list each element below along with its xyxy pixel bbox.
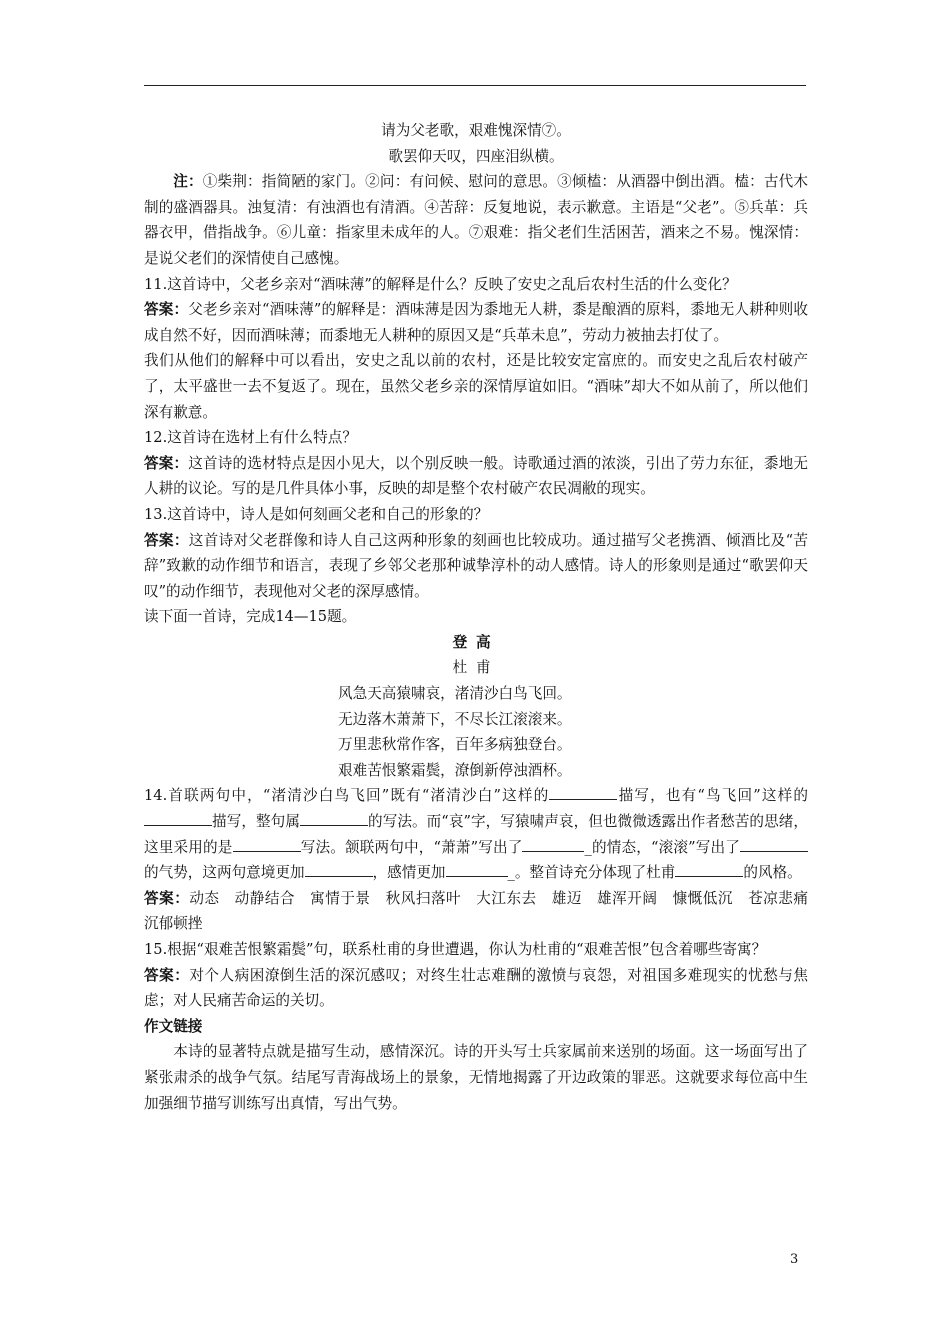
poem1-line1: 请为父老歌，艰难愧深情⑦。 <box>381 122 571 139</box>
reading-instruction: 读下面一首诗，完成14—15题。 <box>144 608 357 626</box>
q14-text: 写法。颔联两句中，“萧萧”写出了 <box>300 838 523 856</box>
fill-blank[interactable] <box>446 862 508 877</box>
answer-label: 答案： <box>144 301 189 319</box>
q14-text: 的风格。 <box>743 864 802 882</box>
q15-answer-text: 对个人病困潦倒生活的深沉感叹；对终生壮志难酬的激愤与哀怨，对祖国多难现实的忧愁与焦虑；对人民痛苦命运的关切。 <box>144 966 808 1010</box>
fill-blank[interactable] <box>305 862 373 877</box>
q14-answer-text: 动态 动静结合 寓情于景 秋风扫落叶 大江东去 雄迈 雄浑开阔 慷慨低沉 苍凉悲痛 沉郁顿挫 <box>144 889 823 933</box>
q14-text: ，感情更加 <box>372 864 446 882</box>
poem2-title: 登高 <box>452 633 500 651</box>
q14-text: _的情态，“滚滚”写出了 <box>584 838 740 856</box>
page-number: 3 <box>790 1252 799 1267</box>
answer-label: 答案： <box>144 454 189 472</box>
poem2-body <box>144 681 808 783</box>
poem2-line: 风急天高猿啸哀，渚清沙白鸟飞回。 <box>338 685 572 703</box>
essay-text: 本诗的显著特点就是描写生动，感情深沉。诗的开头写士兵家属前来送别的场面。这一场面写出了紧张肃杀的战争气氛。结尾写青海战场上的景象，无情地揭露了开边政策的罪恶。这就要求每位高中生加强细节描写训练写出真情，写出气势。 <box>144 1043 808 1112</box>
fill-blank[interactable] <box>300 811 368 826</box>
q14-text: 的写法。而“哀”字，写猿啸声哀，但也微微透露出作者愁苦的思绪，这里采用的是 <box>144 813 808 856</box>
fill-blank[interactable] <box>233 837 301 852</box>
q11-answer-text: 父老乡亲对“酒味薄”的解释是：酒味薄是因为黍地无人耕，黍是酿酒的原料，黍地无人耕种则收成自然不好，因而酒味薄；而黍地无人耕种的原因又是“兵革未息”，劳动力被抽去打仗了。 <box>144 301 808 344</box>
q14-answer <box>144 886 823 937</box>
answer-label: 答案： <box>144 966 190 984</box>
q12-answer-text: 这首诗的选材特点是因小见大，以个别反映一般。诗歌通过酒的浓淡，引出了劳力东征，黍地无人耕的议论。写的是几件具体小事，反映的却是整个农村破产农民凋敝的现实。 <box>144 454 808 498</box>
q15-answer <box>144 963 808 1014</box>
q13-question: 13.这首诗中，诗人是如何刻画父老和自己的形象的？ <box>144 505 489 523</box>
notes-paragraph <box>144 169 808 271</box>
q12-answer <box>144 451 808 502</box>
poem2-line: 艰难苦恨繁霜鬓，潦倒新停浊酒杯。 <box>338 761 572 779</box>
q13-answer <box>144 528 808 605</box>
q11-answer <box>144 297 808 348</box>
q12-question: 12.这首诗在选材上有什么特点？ <box>144 429 357 447</box>
essay-heading: 作文链接 <box>144 1017 203 1035</box>
q14-text: 描写，也有“鸟飞回”这样的 <box>617 787 808 805</box>
fill-blank[interactable] <box>740 837 808 852</box>
document-body <box>144 118 823 1116</box>
q14-text: _。整首诗充分体现了杜甫 <box>507 864 676 882</box>
fill-blank[interactable] <box>675 862 743 877</box>
notes-text: ①柴荆：指简陋的家门。②问：有问候、慰问的意思。③倾榼：从酒器中倒出酒。榼：古代木制的盛酒器具。浊复清：有浊酒也有清酒。④苦辞：反复地说，表示歉意。主语是“父老”。⑤兵革：兵器衣甲，借指战争。⑥儿童：指家里未成年的人。⑦艰难：指父老们生活困苦，酒来之不易。愧深情：是说父老们的深情使自己感愧。 <box>144 173 808 267</box>
q14-question <box>144 783 808 885</box>
poem2-author: 杜甫 <box>452 659 500 677</box>
answer-label: 答案： <box>144 531 189 549</box>
q11-answer-continued: 我们从他们的解释中可以看出，安史之乱以前的农村，还是比较安定富庶的。而安史之乱后农村破产了，太平盛世一去不复返了。现在，虽然父老乡亲的深情厚谊如旧。“酒味”却大不如从前了，所以他们深有歉意。 <box>144 352 808 421</box>
poem2-line: 万里悲秋常作客，百年多病独登台。 <box>338 736 572 754</box>
q14-text: 的气势，这两句意境更加 <box>144 864 305 882</box>
q15-question: 15.根据“艰难苦恨繁霜鬓”句，联系杜甫的身世遭遇，你认为杜甫的“艰难苦恨”包含着哪些寄寓？ <box>144 941 767 958</box>
q11-question: 11.这首诗中，父老乡亲对“酒味薄”的解释是什么？反映了安史之乱后农村生活的什么变化？ <box>144 275 737 293</box>
q14-text: 描写，整句属 <box>212 813 300 831</box>
fill-blank[interactable] <box>522 837 584 852</box>
poem1-line2: 歌罢仰天叹，四座泪纵横。 <box>388 147 564 165</box>
header-rule <box>144 85 806 86</box>
fill-blank[interactable] <box>549 785 617 800</box>
q13-answer-text: 这首诗对父老群像和诗人自己这两种形象的刻画也比较成功。通过描写父老携酒、倾酒比及“苦辞”致歉的动作细节和语言，表现了乡邻父老那种诚挚淳朴的动人感情。诗人的形象则是通过“歌罢仰天叹”的动作细节，表现他对父老的深厚感情。 <box>144 531 808 600</box>
q14-text: 14.首联两句中，“渚清沙白鸟飞回”既有“渚清沙白”这样的 <box>144 787 550 805</box>
answer-label: 答案： <box>144 889 190 907</box>
poem2-line: 无边落木萧萧下，不尽长江滚滚来。 <box>338 710 572 728</box>
fill-blank[interactable] <box>144 811 212 826</box>
notes-label: 注： <box>173 173 203 191</box>
